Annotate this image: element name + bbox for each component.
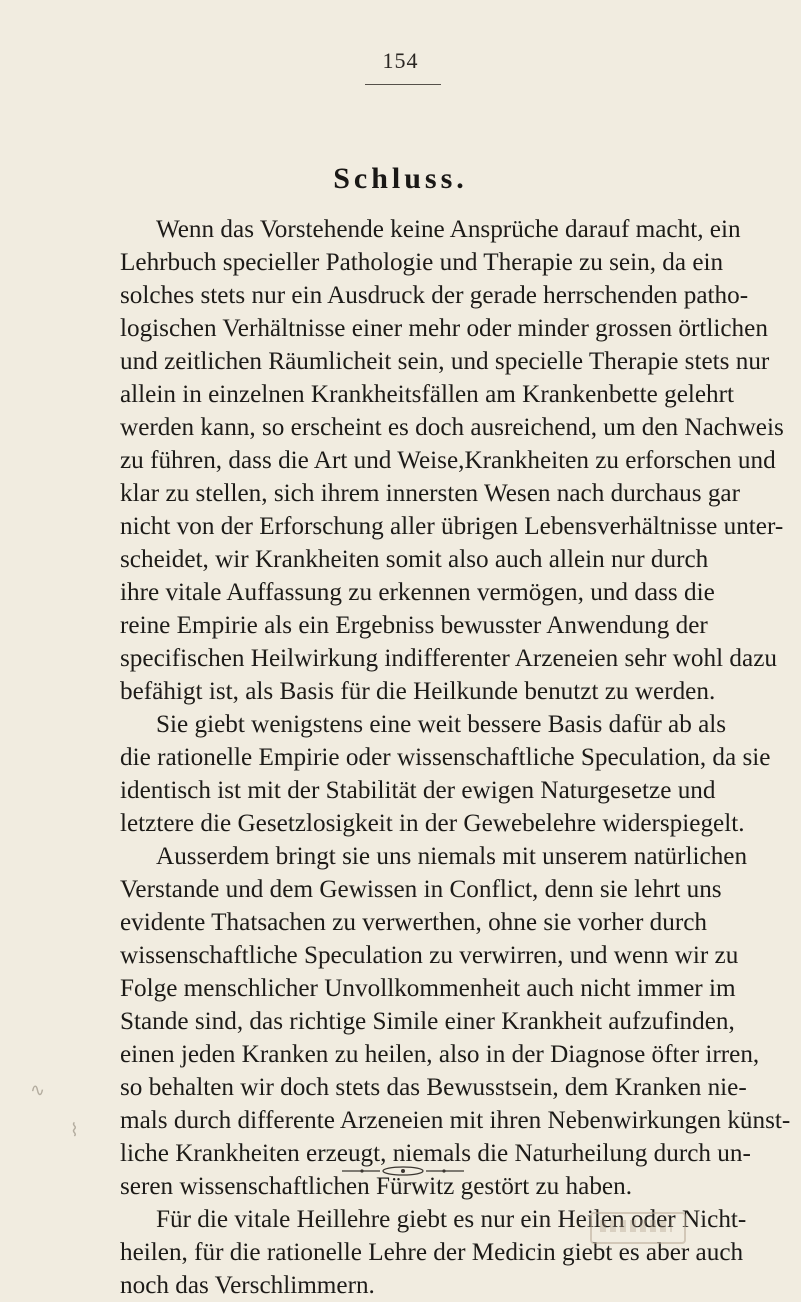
text-line: seren wissenschaftlichen Fürwitz gestört zu haben.	[120, 1173, 632, 1200]
text-line: wissenschaftliche Speculation zu verwirren, und wenn wir zu	[120, 942, 739, 969]
text-line: klar zu stellen, sich ihrem innersten Wesen nach durchaus gar	[120, 480, 740, 507]
text-line: einen jeden Kranken zu heilen, also in der Diagnose öfter irren,	[120, 1041, 760, 1068]
text-line: evidente Thatsachen zu verwerthen, ohne sie vorher durch	[120, 909, 707, 936]
text-line: Lehrbuch specieller Pathologie und Therapie zu sein, da ein	[120, 249, 724, 276]
text-line: solches stets nur ein Ausdruck der gerade herrschenden patho-	[120, 282, 749, 309]
text-line: Ausserdem bringt sie uns niemals mit unserem natürlichen	[156, 843, 748, 870]
text-line: liche Krankheiten erzeugt, niemals die Naturheilung durch un-	[120, 1140, 751, 1167]
text-line: specifischen Heilwirkung indifferenter Arzeneien sehr wohl dazu	[120, 645, 777, 672]
text-line: Sie giebt wenigstens eine weit bessere Basis dafür ab als	[156, 711, 727, 738]
text-line: Verstande und dem Gewissen in Conflict, denn sie lehrt uns	[120, 876, 722, 903]
text-line: Wenn das Vorstehende keine Ansprüche darauf macht, ein	[156, 216, 741, 243]
text-line: Stande sind, das richtige Simile einer Krankheit aufzufinden,	[120, 1008, 735, 1035]
text-line: letztere die Gesetzlosigkeit in der Gewebelehre widerspiegelt.	[120, 810, 745, 837]
text-line: die rationelle Empirie oder wissenschaftliche Speculation, da sie	[120, 744, 771, 771]
text-line: reine Empirie als ein Ergebniss bewusster Anwendung der	[120, 612, 708, 639]
text-line: identisch ist mit der Stabilität der ewigen Naturgesetze und	[120, 777, 716, 804]
margin-smudge: ∿	[30, 1080, 46, 1100]
text-line: nicht von der Erforschung aller übrigen Lebensverhältnisse unter-	[120, 513, 784, 540]
text-line: logischen Verhältnisse einer mehr oder minder grossen örtlichen	[120, 315, 768, 342]
text-line: heilen, für die rationelle Lehre der Medicin giebt es aber auch	[120, 1239, 744, 1266]
library-stamp	[590, 1212, 686, 1244]
page-number: 154	[382, 48, 419, 73]
text-line: befähigt ist, als Basis für die Heilkunde benutzt zu werden.	[120, 678, 716, 705]
text-line: noch das Verschlimmern.	[120, 1272, 375, 1299]
text-line: und zeitlichen Räumlicheit sein, und specielle Therapie stets nur	[120, 348, 770, 375]
body-text	[120, 213, 796, 1302]
text-line: scheidet, wir Krankheiten somit also auch allein nur durch	[120, 546, 709, 573]
text-line: ihre vitale Auffassung zu erkennen vermögen, und dass die	[120, 579, 715, 606]
text-line: so behalten wir doch stets das Bewusstsein, dem Kranken nie-	[120, 1074, 747, 1101]
text-line: zu führen, dass die Art und Weise,Krankheiten zu erforschen und	[120, 447, 776, 474]
margin-smudge: ⌇	[70, 1120, 79, 1140]
stamp-texture	[600, 1220, 672, 1232]
section-title: Schluss.	[333, 162, 468, 195]
text-line: Für die vitale Heillehre giebt es nur ein Heilen oder Nicht-	[156, 1206, 747, 1233]
text-line: werden kann, so erscheint es doch ausreichend, um den Nachweis	[120, 414, 784, 441]
end-ornament	[340, 1165, 466, 1177]
text-line: mals durch differente Arzeneien mit ihren Nebenwirkungen künst-	[120, 1107, 791, 1134]
page-number-rule	[365, 84, 441, 85]
text-line: Folge menschlicher Unvollkommenheit auch nicht immer im	[120, 975, 736, 1002]
text-line: allein in einzelnen Krankheitsfällen am Krankenbette gelehrt	[120, 381, 735, 408]
